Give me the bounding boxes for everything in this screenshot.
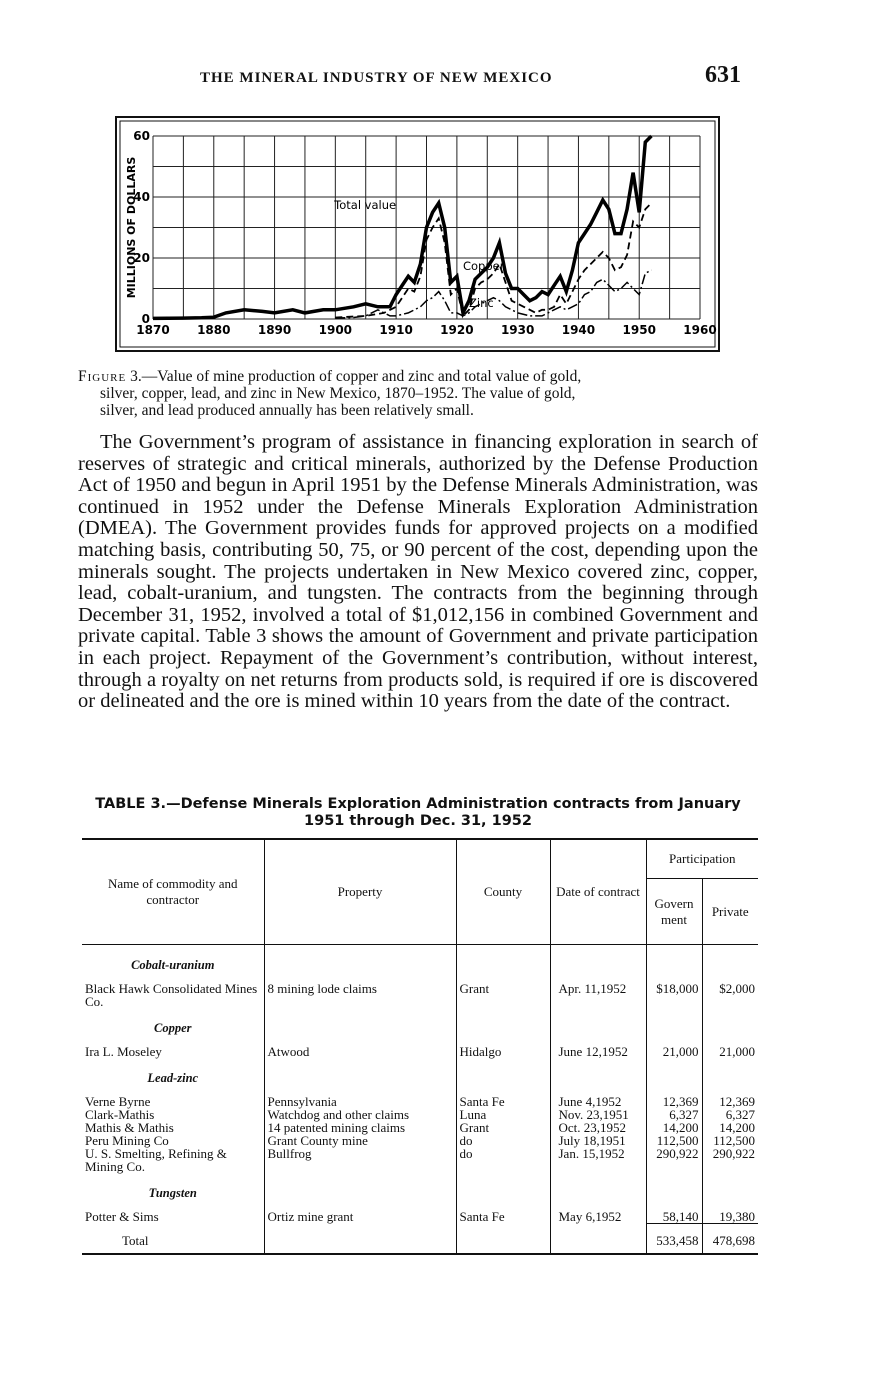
total-government: 533,458 bbox=[646, 1224, 702, 1255]
cell-government: 112,500 bbox=[646, 1134, 702, 1147]
table-row bbox=[82, 982, 758, 1008]
cell-private: 112,500 bbox=[702, 1134, 758, 1147]
table-title bbox=[78, 796, 758, 830]
cell-county: Hidalgo bbox=[456, 1045, 550, 1058]
cell-county: do bbox=[456, 1147, 550, 1173]
cell-county: Grant bbox=[456, 982, 550, 1008]
cell-private: 19,380 bbox=[702, 1210, 758, 1224]
x-tick-label: 1940 bbox=[561, 323, 596, 337]
cell-government: 14,200 bbox=[646, 1121, 702, 1134]
cell-contractor: Ira L. Moseley bbox=[85, 1044, 162, 1059]
total-row bbox=[82, 1224, 758, 1255]
cell-property: 14 patented mining claims bbox=[264, 1121, 456, 1134]
cell-government: 58,140 bbox=[646, 1210, 702, 1224]
section-row bbox=[82, 945, 758, 983]
table-row bbox=[82, 1210, 758, 1224]
cell-contractor: Clark-Mathis bbox=[85, 1107, 155, 1122]
x-tick-label: 1950 bbox=[622, 323, 656, 337]
x-tick-label: 1890 bbox=[257, 323, 292, 337]
section-title: Lead-zinc bbox=[147, 1071, 199, 1085]
contracts-table bbox=[82, 838, 758, 1255]
running-head: THE MINERAL INDUSTRY OF NEW MEXICO bbox=[200, 70, 553, 86]
x-tick-label: 1910 bbox=[379, 323, 413, 337]
cell-property: Grant County mine bbox=[264, 1134, 456, 1147]
total-label: Total bbox=[122, 1232, 149, 1248]
cell-date: Jan. 15,1952 bbox=[550, 1147, 646, 1173]
cell-date: May 6,1952 bbox=[550, 1210, 646, 1224]
cell-government: 6,327 bbox=[646, 1108, 702, 1121]
table-row bbox=[82, 1095, 758, 1108]
cell-government: 21,000 bbox=[646, 1045, 702, 1058]
cell-private: 14,200 bbox=[702, 1121, 758, 1134]
header-private: Private bbox=[702, 879, 758, 945]
annotation-label: Total value bbox=[334, 198, 397, 213]
cell-property: 8 mining lode claims bbox=[264, 982, 456, 1008]
caption-label: Figure bbox=[78, 368, 127, 385]
y-tick-label: 40 bbox=[133, 190, 150, 204]
chart-svg bbox=[115, 116, 720, 352]
cell-property: Bullfrog bbox=[264, 1147, 456, 1173]
cell-contractor: U. S. Smelting, Refining & Mining Co. bbox=[85, 1146, 227, 1174]
chart-inner-frame bbox=[120, 121, 715, 347]
cell-property: Pennsylvania bbox=[264, 1095, 456, 1108]
table-row bbox=[82, 1147, 758, 1173]
section-title: Copper bbox=[154, 1021, 192, 1035]
cell-contractor: Potter & Sims bbox=[85, 1209, 159, 1224]
y-tick-label: 60 bbox=[133, 129, 150, 143]
cell-government: $18,000 bbox=[646, 982, 702, 1008]
header-date: Date of contract bbox=[550, 839, 646, 945]
x-tick-label: 1870 bbox=[136, 323, 170, 337]
cell-private: 12,369 bbox=[702, 1095, 758, 1108]
table-title-line-2: 1951 through Dec. 31, 1952 bbox=[304, 813, 532, 829]
page-number: 631 bbox=[705, 62, 741, 88]
x-tick-label: 1930 bbox=[500, 323, 535, 337]
cell-contractor: Peru Mining Co bbox=[85, 1133, 169, 1148]
cell-county: Grant bbox=[456, 1121, 550, 1134]
cell-contractor: Black Hawk Consolidated Mines Co. bbox=[85, 981, 258, 1009]
x-tick-label: 1900 bbox=[318, 323, 353, 337]
annotation-label: Copper bbox=[462, 259, 505, 274]
table-row bbox=[82, 1108, 758, 1121]
cell-date: June 12,1952 bbox=[550, 1045, 646, 1058]
cell-property: Ortiz mine grant bbox=[264, 1210, 456, 1224]
cell-government: 290,922 bbox=[646, 1147, 702, 1173]
cell-county: Luna bbox=[456, 1108, 550, 1121]
cell-date: Apr. 11,1952 bbox=[550, 982, 646, 1008]
cell-private: 290,922 bbox=[702, 1147, 758, 1173]
figure-chart bbox=[115, 116, 720, 352]
total-private: 478,698 bbox=[702, 1224, 758, 1255]
cell-date: Nov. 23,1951 bbox=[550, 1108, 646, 1121]
x-tick-label: 1960 bbox=[683, 323, 717, 337]
x-tick-label: 1880 bbox=[197, 323, 231, 337]
cell-government: 12,369 bbox=[646, 1095, 702, 1108]
section-title: Tungsten bbox=[148, 1186, 197, 1200]
y-tick-label: 20 bbox=[133, 251, 150, 265]
cell-date: July 18,1951 bbox=[550, 1134, 646, 1147]
cell-date: Oct. 23,1952 bbox=[550, 1121, 646, 1134]
section-row bbox=[82, 1058, 758, 1095]
figure-caption bbox=[78, 368, 758, 419]
section-row bbox=[82, 1173, 758, 1210]
y-axis-label: MILLIONS OF DOLLARS bbox=[125, 156, 138, 299]
table-row bbox=[82, 1045, 758, 1058]
series-line-zinc bbox=[335, 270, 651, 318]
body-paragraph: The Government’s program of assistance in financing exploration in search of reserves of strategic and critical minerals, authorized by the Defense Production Act of 1950 and begun in April 1951 by the Defense Minerals Administration, was continued in 1952 under the Defense Minerals Exploration Administration (DMEA). The Government provides funds for approved projects on a modified matching basis, contributing 50, 75, or 90 percent of the cost, depending upon the minerals sought. The projects undertaken in New Mexico covered zinc, copper, lead, cobalt-uranium, and tungsten. The contracts from the beginning through December 31, 1952, involved a total of $1,012,156 in combined Government and private capital. Table 3 shows the amount of Government and private participation in each project. Repayment of the Government’s contribution, without interest, through a royalty on net returns from products sold, is required if ore is discovered or delineated and the ore is mined within 10 years from the date of the contract. bbox=[78, 431, 758, 713]
header-county: County bbox=[456, 839, 550, 945]
annotation-label: Zinc bbox=[469, 295, 494, 310]
cell-private: 6,327 bbox=[702, 1108, 758, 1121]
caption-line-3: silver, and lead produced annually has been relatively small. bbox=[100, 402, 474, 419]
cell-county: Santa Fe bbox=[456, 1210, 550, 1224]
cell-date: June 4,1952 bbox=[550, 1095, 646, 1108]
section-title: Cobalt-uranium bbox=[131, 958, 215, 972]
cell-county: do bbox=[456, 1134, 550, 1147]
caption-line-1: 3.—Value of mine production of copper and zinc and total value of gold, bbox=[126, 368, 582, 385]
cell-contractor: Mathis & Mathis bbox=[85, 1120, 174, 1135]
header-government: Government bbox=[646, 879, 702, 945]
section-row bbox=[82, 1008, 758, 1045]
x-tick-label: 1920 bbox=[440, 323, 474, 337]
y-tick-label: 0 bbox=[141, 312, 150, 326]
table-title-line-1: TABLE 3.—Defense Minerals Exploration Administration contracts from January bbox=[95, 796, 741, 812]
cell-private: 21,000 bbox=[702, 1045, 758, 1058]
header-property: Property bbox=[264, 839, 456, 945]
header-name: Name of commodity and contractor bbox=[82, 839, 264, 945]
cell-county: Santa Fe bbox=[456, 1095, 550, 1108]
header-participation: Participation bbox=[646, 839, 758, 879]
cell-property: Atwood bbox=[264, 1045, 456, 1058]
caption-line-2: silver, copper, lead, and zinc in New Mexico, 1870–1952. The value of gold, bbox=[100, 385, 576, 402]
cell-private: $2,000 bbox=[702, 982, 758, 1008]
cell-contractor: Verne Byrne bbox=[85, 1094, 151, 1109]
cell-property: Watchdog and other claims bbox=[264, 1108, 456, 1121]
